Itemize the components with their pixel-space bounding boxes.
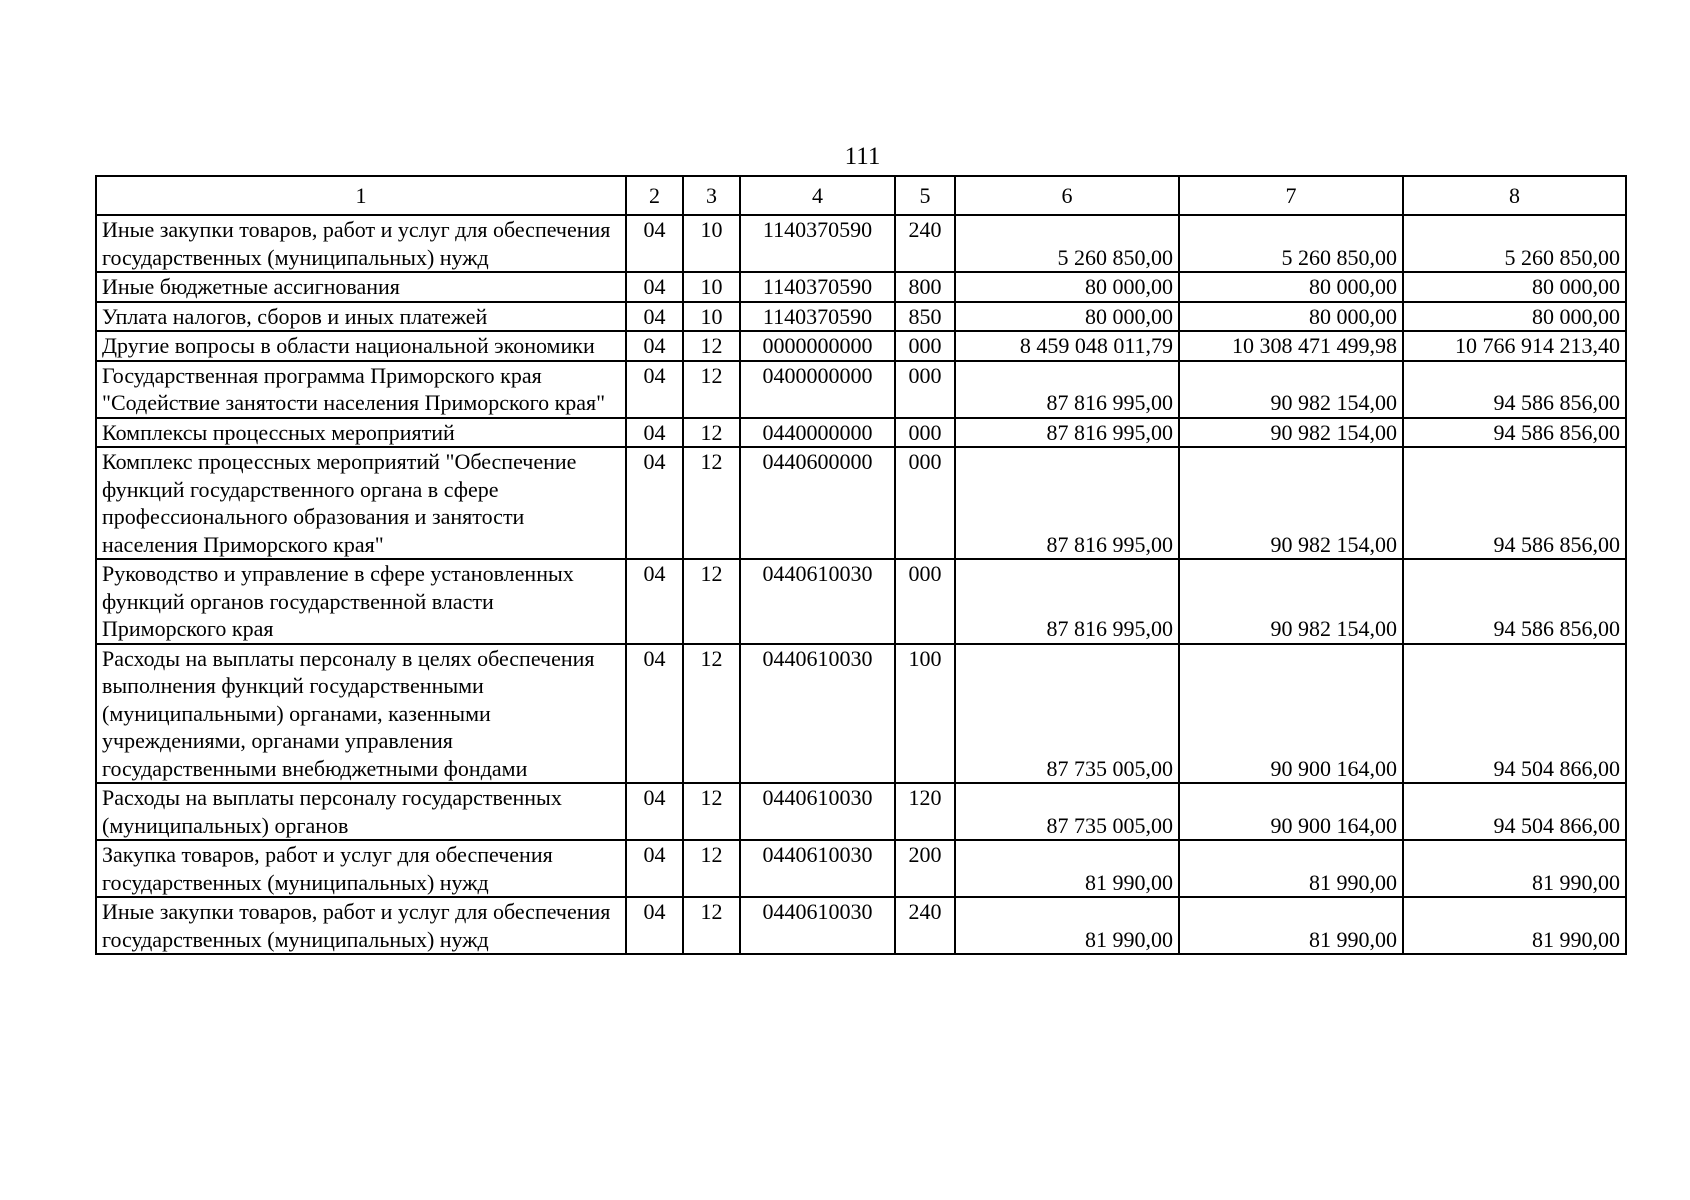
amount-col-6: 5 260 850,00 bbox=[955, 215, 1179, 272]
row-name: Другие вопросы в области национальной экономики bbox=[96, 331, 626, 361]
header-col-1: 1 bbox=[96, 176, 626, 215]
amount-col-8: 94 586 856,00 bbox=[1403, 361, 1626, 418]
expense-type-code: 000 bbox=[895, 361, 955, 418]
expense-type-code: 240 bbox=[895, 215, 955, 272]
amount-col-8: 81 990,00 bbox=[1403, 840, 1626, 897]
amount-col-7: 90 982 154,00 bbox=[1179, 559, 1403, 644]
target-article-code: 1140370590 bbox=[740, 302, 895, 332]
table-row bbox=[96, 272, 1626, 302]
table-row bbox=[96, 331, 1626, 361]
row-name: Расходы на выплаты персоналу государственных (муниципальных) органов bbox=[96, 783, 626, 840]
target-article-code: 0400000000 bbox=[740, 361, 895, 418]
amount-col-8: 94 586 856,00 bbox=[1403, 447, 1626, 559]
section-code: 04 bbox=[626, 331, 683, 361]
header-col-8: 8 bbox=[1403, 176, 1626, 215]
amount-col-8: 94 586 856,00 bbox=[1403, 559, 1626, 644]
amount-col-6: 87 816 995,00 bbox=[955, 559, 1179, 644]
target-article-code: 0440000000 bbox=[740, 418, 895, 448]
amount-col-6: 81 990,00 bbox=[955, 840, 1179, 897]
subsection-code: 12 bbox=[683, 447, 740, 559]
amount-col-7: 80 000,00 bbox=[1179, 302, 1403, 332]
amount-col-6: 80 000,00 bbox=[955, 302, 1179, 332]
amount-col-8: 5 260 850,00 bbox=[1403, 215, 1626, 272]
table-row bbox=[96, 418, 1626, 448]
amount-col-6: 80 000,00 bbox=[955, 272, 1179, 302]
header-col-6: 6 bbox=[955, 176, 1179, 215]
expense-type-code: 000 bbox=[895, 331, 955, 361]
table-row bbox=[96, 302, 1626, 332]
table-row bbox=[96, 897, 1626, 954]
amount-col-6: 87 735 005,00 bbox=[955, 644, 1179, 784]
target-article-code: 0440610030 bbox=[740, 783, 895, 840]
expense-type-code: 000 bbox=[895, 447, 955, 559]
row-name: Закупка товаров, работ и услуг для обеспечения государственных (муниципальных) нужд bbox=[96, 840, 626, 897]
amount-col-7: 90 982 154,00 bbox=[1179, 447, 1403, 559]
section-code: 04 bbox=[626, 418, 683, 448]
section-code: 04 bbox=[626, 215, 683, 272]
budget-table bbox=[95, 175, 1627, 955]
subsection-code: 12 bbox=[683, 897, 740, 954]
table-row bbox=[96, 840, 1626, 897]
table-row bbox=[96, 783, 1626, 840]
table-row bbox=[96, 361, 1626, 418]
expense-type-code: 120 bbox=[895, 783, 955, 840]
row-name: Иные бюджетные ассигнования bbox=[96, 272, 626, 302]
subsection-code: 12 bbox=[683, 840, 740, 897]
section-code: 04 bbox=[626, 644, 683, 784]
header-row bbox=[96, 176, 1626, 215]
target-article-code: 0440600000 bbox=[740, 447, 895, 559]
table-row bbox=[96, 559, 1626, 644]
target-article-code: 0440610030 bbox=[740, 897, 895, 954]
table-row bbox=[96, 215, 1626, 272]
row-name: Руководство и управление в сфере установленных функций органов государственной власти Приморского края bbox=[96, 559, 626, 644]
header-col-4: 4 bbox=[740, 176, 895, 215]
row-name: Иные закупки товаров, работ и услуг для обеспечения государственных (муниципальных) нужд bbox=[96, 897, 626, 954]
amount-col-7: 5 260 850,00 bbox=[1179, 215, 1403, 272]
section-code: 04 bbox=[626, 783, 683, 840]
section-code: 04 bbox=[626, 897, 683, 954]
subsection-code: 12 bbox=[683, 783, 740, 840]
target-article-code: 0440610030 bbox=[740, 644, 895, 784]
amount-col-6: 81 990,00 bbox=[955, 897, 1179, 954]
amount-col-8: 81 990,00 bbox=[1403, 897, 1626, 954]
amount-col-7: 90 900 164,00 bbox=[1179, 783, 1403, 840]
target-article-code: 1140370590 bbox=[740, 215, 895, 272]
amount-col-8: 80 000,00 bbox=[1403, 302, 1626, 332]
amount-col-7: 10 308 471 499,98 bbox=[1179, 331, 1403, 361]
target-article-code: 0440610030 bbox=[740, 840, 895, 897]
amount-col-8: 10 766 914 213,40 bbox=[1403, 331, 1626, 361]
header-col-3: 3 bbox=[683, 176, 740, 215]
page-number: 111 bbox=[844, 143, 881, 170]
subsection-code: 12 bbox=[683, 559, 740, 644]
amount-col-6: 87 816 995,00 bbox=[955, 418, 1179, 448]
target-article-code: 0440610030 bbox=[740, 559, 895, 644]
expense-type-code: 800 bbox=[895, 272, 955, 302]
header-col-7: 7 bbox=[1179, 176, 1403, 215]
amount-col-7: 81 990,00 bbox=[1179, 840, 1403, 897]
target-article-code: 1140370590 bbox=[740, 272, 895, 302]
amount-col-7: 80 000,00 bbox=[1179, 272, 1403, 302]
amount-col-8: 94 504 866,00 bbox=[1403, 783, 1626, 840]
expense-type-code: 850 bbox=[895, 302, 955, 332]
section-code: 04 bbox=[626, 447, 683, 559]
amount-col-7: 90 900 164,00 bbox=[1179, 644, 1403, 784]
row-name: Государственная программа Приморского края "Содействие занятости населения Приморского края" bbox=[96, 361, 626, 418]
header-col-2: 2 bbox=[626, 176, 683, 215]
expense-type-code: 100 bbox=[895, 644, 955, 784]
subsection-code: 10 bbox=[683, 272, 740, 302]
subsection-code: 10 bbox=[683, 302, 740, 332]
expense-type-code: 000 bbox=[895, 418, 955, 448]
amount-col-7: 81 990,00 bbox=[1179, 897, 1403, 954]
expense-type-code: 000 bbox=[895, 559, 955, 644]
table-row bbox=[96, 447, 1626, 559]
row-name: Комплекс процессных мероприятий "Обеспечение функций государственного органа в сфере профессионального образования и занятости населения Приморского края" bbox=[96, 447, 626, 559]
row-name: Уплата налогов, сборов и иных платежей bbox=[96, 302, 626, 332]
section-code: 04 bbox=[626, 272, 683, 302]
subsection-code: 12 bbox=[683, 361, 740, 418]
row-name: Комплексы процессных мероприятий bbox=[96, 418, 626, 448]
subsection-code: 12 bbox=[683, 644, 740, 784]
table-row bbox=[96, 644, 1626, 784]
row-name: Расходы на выплаты персоналу в целях обеспечения выполнения функций государственными (муниципальными) органами, казенными учреждениями, органами управления государственными внебюджетными фондами bbox=[96, 644, 626, 784]
amount-col-6: 87 816 995,00 bbox=[955, 447, 1179, 559]
amount-col-8: 94 586 856,00 bbox=[1403, 418, 1626, 448]
subsection-code: 12 bbox=[683, 331, 740, 361]
amount-col-8: 80 000,00 bbox=[1403, 272, 1626, 302]
target-article-code: 0000000000 bbox=[740, 331, 895, 361]
amount-col-6: 8 459 048 011,79 bbox=[955, 331, 1179, 361]
amount-col-6: 87 735 005,00 bbox=[955, 783, 1179, 840]
section-code: 04 bbox=[626, 361, 683, 418]
section-code: 04 bbox=[626, 840, 683, 897]
expense-type-code: 240 bbox=[895, 897, 955, 954]
section-code: 04 bbox=[626, 302, 683, 332]
subsection-code: 10 bbox=[683, 215, 740, 272]
amount-col-8: 94 504 866,00 bbox=[1403, 644, 1626, 784]
header-col-5: 5 bbox=[895, 176, 955, 215]
amount-col-6: 87 816 995,00 bbox=[955, 361, 1179, 418]
amount-col-7: 90 982 154,00 bbox=[1179, 361, 1403, 418]
expense-type-code: 200 bbox=[895, 840, 955, 897]
amount-col-7: 90 982 154,00 bbox=[1179, 418, 1403, 448]
section-code: 04 bbox=[626, 559, 683, 644]
subsection-code: 12 bbox=[683, 418, 740, 448]
row-name: Иные закупки товаров, работ и услуг для обеспечения государственных (муниципальных) нужд bbox=[96, 215, 626, 272]
